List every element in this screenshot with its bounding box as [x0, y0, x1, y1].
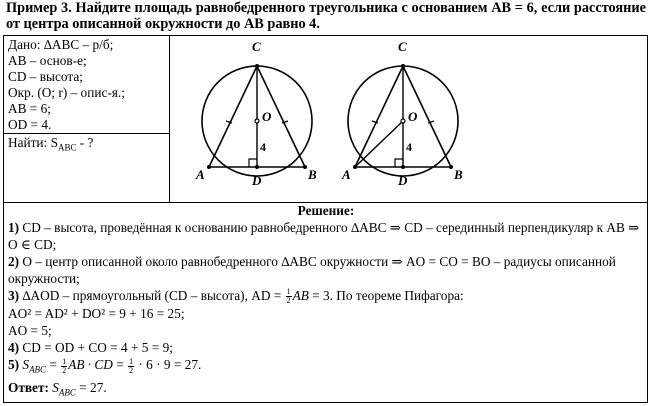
problem-title: Пример 3. Найдите площадь равнобедренного треугольника с основанием AB = 6, если расстояние от центра описанной окружности до AB равно 4.	[6, 0, 646, 32]
answer-value: = 27.	[75, 380, 107, 396]
given-line: AB = 6;	[8, 101, 51, 116]
segment-ao	[355, 121, 403, 167]
fraction-num: 1	[62, 356, 67, 366]
solution-line-ao2: AO² = AD² + DO² = 9 + 16 = 25;	[8, 306, 185, 322]
find-sub: ABC	[57, 142, 77, 153]
given-line: CD – высота;	[8, 69, 83, 84]
find-suffix: - ?	[76, 135, 94, 150]
point-c	[401, 64, 405, 68]
step-text: O – центр описанной около равнобедренного ∆ABC окружности ⇒ AO = CO = BO – радиусы описанной окружности;	[8, 254, 616, 286]
fraction	[286, 288, 292, 305]
solution-step-1	[8, 219, 644, 253]
area-sub: ABC	[29, 365, 47, 376]
area-symbol: S	[52, 380, 59, 396]
center-point	[255, 119, 259, 123]
solution-heading: Решение:	[297, 203, 355, 218]
fraction-num: 1	[129, 356, 134, 366]
given-line: OD = 4.	[8, 117, 52, 132]
label-4: 4	[260, 140, 266, 154]
step-text: =	[112, 357, 128, 373]
label-c: C	[398, 39, 407, 54]
step-text: ∆AOD – прямоугольный (CD – высота), AD =	[19, 288, 285, 303]
area-symbol: S	[22, 357, 30, 373]
step-text: =	[46, 357, 61, 373]
label-a: A	[196, 167, 205, 182]
solution-step-2	[8, 253, 644, 287]
point-c	[255, 64, 259, 68]
fraction	[128, 358, 134, 375]
given-line: AB – основ-е;	[8, 53, 87, 68]
problem-table	[3, 35, 648, 403]
label-d: D	[252, 173, 262, 187]
fraction	[61, 358, 67, 375]
point-b	[303, 165, 307, 169]
fraction-den: 2	[286, 296, 291, 306]
solution-line-ao: AO = 5;	[8, 323, 52, 339]
table-divider-vertical	[169, 36, 170, 202]
solution-step-3	[8, 287, 644, 305]
label-a: A	[342, 167, 351, 182]
point-d	[255, 165, 259, 169]
step-number: 1)	[8, 220, 20, 235]
point-d	[401, 165, 405, 169]
table-divider-given	[4, 133, 169, 134]
given-line: Окр. (O; r) – опис-я.;	[8, 85, 125, 100]
step-text: CD – высота, проведённая к основанию равнобедренного ∆ABC ⇒ CD – серединный перпендикуляр к AB ⇒ O ∈ CD;	[8, 220, 640, 252]
label-o: O	[262, 109, 272, 124]
step-text: · 6 · 9 = 27.	[135, 357, 202, 373]
center-point	[401, 119, 405, 123]
solution-step-5	[8, 356, 644, 379]
step-number: 3)	[8, 288, 20, 303]
step-text: AB	[292, 288, 309, 303]
label-b: B	[454, 167, 463, 182]
label-c: C	[252, 39, 261, 54]
step-text: = 3. По теореме Пифагора:	[308, 288, 464, 303]
step-text: CD = OD + CO = 4 + 5 = 9;	[19, 340, 173, 356]
label-4: 4	[406, 140, 412, 154]
figure-left	[194, 37, 334, 187]
point-a	[353, 165, 357, 169]
answer-label: Ответ:	[8, 380, 49, 396]
label-b: B	[308, 167, 317, 182]
find-block	[8, 135, 93, 156]
fraction-den: 2	[129, 365, 134, 375]
fraction-den: 2	[62, 365, 67, 375]
figure-right	[340, 37, 480, 187]
point-b	[449, 165, 453, 169]
fraction-num: 1	[286, 287, 291, 297]
solution-block	[8, 202, 644, 402]
step-number: 4)	[8, 340, 20, 356]
solution-step-4	[8, 339, 644, 356]
given-line: Дано: ∆ABC – р/б;	[8, 37, 114, 52]
step-text: AB · CD	[68, 357, 113, 373]
answer-line	[8, 379, 644, 402]
label-o: O	[408, 109, 418, 124]
point-a	[207, 165, 211, 169]
label-d: D	[398, 173, 408, 187]
find-label: Найти: S	[8, 135, 58, 150]
step-number: 5)	[8, 357, 20, 373]
step-number: 2)	[8, 254, 20, 269]
area-sub: ABC	[58, 387, 76, 398]
given-block	[8, 37, 125, 133]
